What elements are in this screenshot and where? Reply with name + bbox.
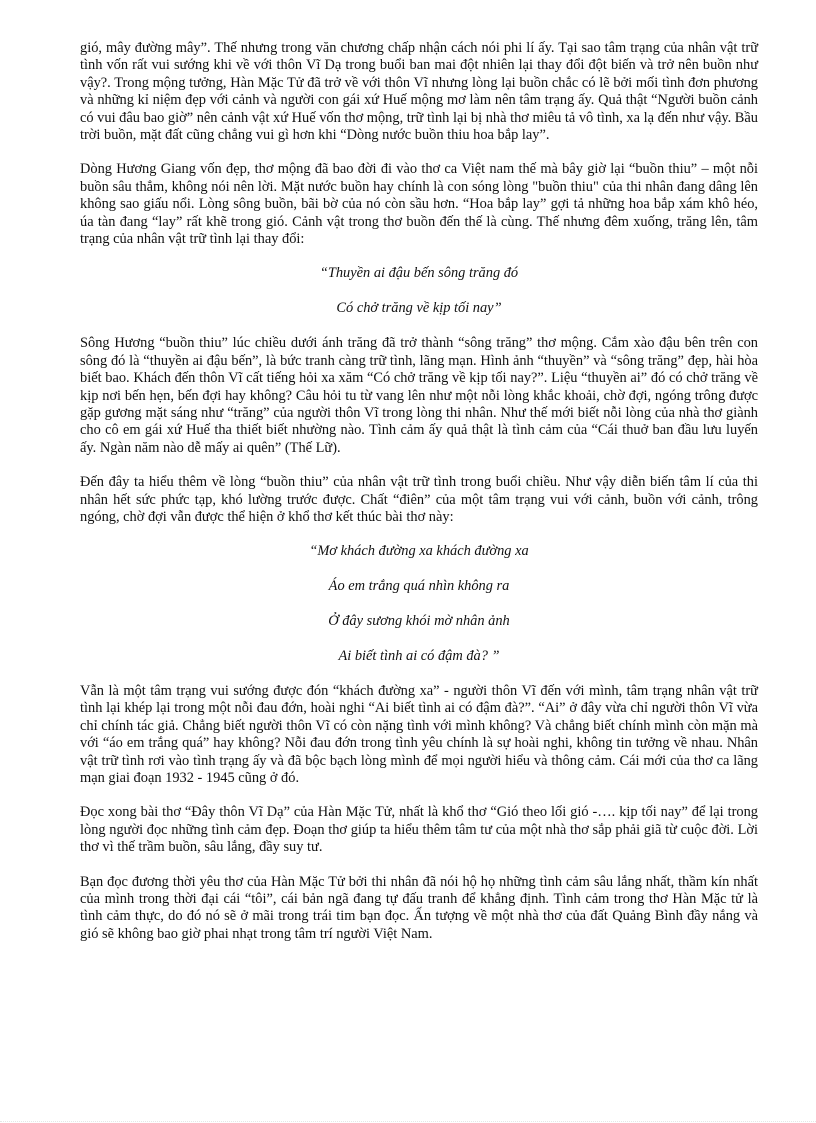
paragraph: Đọc xong bài thơ “Đây thôn Vĩ Dạ” của Hàn Mặc Tử, nhất là khổ thơ “Gió theo lối gió -…. kịp tối nay” để lại trong lòng người đọc những tình cảm đẹp. Đoạn thơ giúp ta hiểu thêm tâm tư của một nhà thơ sắp phải giã từ cuộc đời. Lời thơ vì thế trầm buồn, sâu lắng, đầy suy tư. <box>80 804 758 856</box>
paragraph: Vẫn là một tâm trạng vui sướng được đón “khách đường xa” - người thôn Vĩ đến với mình, tâm trạng nhân vật trữ tình lại khép lại trong một nỗi đau đớn, hoài nghi “Ai biết tình ai có đậm đà?”. “Ai” ở đây vừa chỉ người thôn Vĩ vừa chỉ chính tác giả. Chẳng biết người thôn Vĩ có còn nặng tình với mình không? Và chẳng biết chính mình còn mặn mà với “áo em trắng quá” hay không? Nỗi đau đớn trong tình yêu chính là sự hoài nghi, không tin tưởng về nhau. Nhân vật trữ tình rơi vào tình trạng ấy và đã bộc bạch lòng mình để mọi người hiểu và thông cảm. Cái mới của thơ ca lãng mạn giai đoạn 1932 - 1945 cũng ở đó. <box>80 682 758 786</box>
document-page <box>80 40 758 960</box>
verse-line: Ai biết tình ai có đậm đà? ” <box>338 648 500 665</box>
verse-line: “Mơ khách đường xa khách đường xa <box>309 543 529 560</box>
paragraph: Đến đây ta hiểu thêm về lòng “buồn thiu” của nhân vật trữ tình trong buổi chiều. Như vậy diễn biến tâm lí của thi nhân hết sức phức tạp, khó lường trước được. Chất “điên” của một tâm trạng vui với cảnh, buồn với cảnh, trông ngóng, chờ đợi vẫn được thể hiện ở khổ thơ kết thúc bài thơ này: <box>80 474 758 525</box>
verse-line: Áo em trắng quá nhìn không ra <box>328 578 510 595</box>
paragraph: Bạn đọc đương thời yêu thơ của Hàn Mặc Tử bởi thi nhân đã nói hộ họ những tình cảm sâu lắng nhất, thầm kín nhất của mình trong thời đại cái “tôi”, cái bản ngã đang tự đấu tranh để khẳng định. Tình cảm trong thơ Hàn Mặc tử là tình cảm thực, do đó nó sẽ ở mãi trong trái tim bạn đọc. Ấn tượng về một nhà thơ của đất Quảng Bình đầy nắng và gió sẽ không bao giờ phai nhạt trong tâm trí người Việt Nam. <box>80 873 758 942</box>
verse-line: “Thuyền ai đậu bến sông trăng đó <box>319 265 519 282</box>
page-bottom-divider <box>0 1121 816 1122</box>
paragraph: Sông Hương “buồn thiu” lúc chiều dưới ánh trăng đã trở thành “sông trăng” thơ mộng. Cắm xào đậu bên trên con sông đó là “thuyền ai đậu bến”, là bức tranh càng trữ tình, lãng mạn. Hình ảnh “thuyền” và “sông trăng” đẹp, hài hòa biết bao. Khách đến thôn Vĩ cất tiếng hỏi xa xăm “Có chở trăng về kịp tối nay?”. Liệu “thuyền ai” đó có chở trăng về kịp nơi bến hẹn, bến đợi hay không? Câu hỏi tu từ vang lên như một nỗi lòng khắc khoải, chờ đợi, ngóng trông được gặp gương mặt sáng như “trăng” của người thôn Vĩ trong lòng thi nhân. Như thế mới biết nỗi lòng của nhà thơ giành cho cô em gái xứ Huế tha thiết biết nhường nào. Tình cảm ấy quả thật là tình cảm của “Cái thuở ban đầu lưu luyến ấy. Ngàn năm nào dễ mấy ai quên” (Thế Lữ). <box>80 335 758 456</box>
paragraph: Dòng Hương Giang vốn đẹp, thơ mộng đã bao đời đi vào thơ ca Việt nam thế mà bây giờ lại “buồn thiu” – một nỗi buồn sâu thẳm, không nói nên lời. Mặt nước buồn hay chính là con sóng lòng "buồn thiu" của thi nhân đang dâng lên không sao giấu nổi. Lòng sông buồn, bãi bờ của nó còn sầu hơn. “Hoa bắp lay” gợi tả những hoa bắp xám khô héo, úa tàn đang “lay” rất khẽ trong gió. Cảnh vật trong thơ buồn đến thế là cùng. Thế nhưng đêm xuống, trăng lên, tâm trạng của nhân vật trữ tình lại thay đổi: <box>80 161 758 248</box>
verse-line: Có chở trăng về kịp tối nay” <box>336 300 502 317</box>
paragraph: gió, mây đường mây”. Thế nhưng trong văn chương chấp nhận cách nói phi lí ấy. Tại sao tâm trạng của nhân vật trữ tình vốn rất vui sướng khi về với thôn Vĩ Dạ trong buổi ban mai đột nhiên lại thay đổi đột biến và trở nên buồn như vậy?. Trong mộng tưởng, Hàn Mặc Tử đã trở về với thôn Vĩ nhưng lòng lại buồn chắc có lẽ bởi mối tình đơn phương và những kỉ niệm đẹp với cảnh và người con gái xứ Huế mộng mơ làm nên tâm trạng ấy. Quả thật “Người buồn cảnh có vui đâu bao giờ” nên cảnh vật xứ Huế vốn thơ mộng, trữ tình lại bị nhà thơ miêu tả vô tình, xa lạ đến như vậy. Bầu trời buồn, mặt đất cũng chẳng vui gì hơn khi “Dòng nước buồn thiu hoa bắp lay”. <box>80 40 758 144</box>
verse-line: Ở đây sương khói mờ nhân ảnh <box>328 613 510 630</box>
